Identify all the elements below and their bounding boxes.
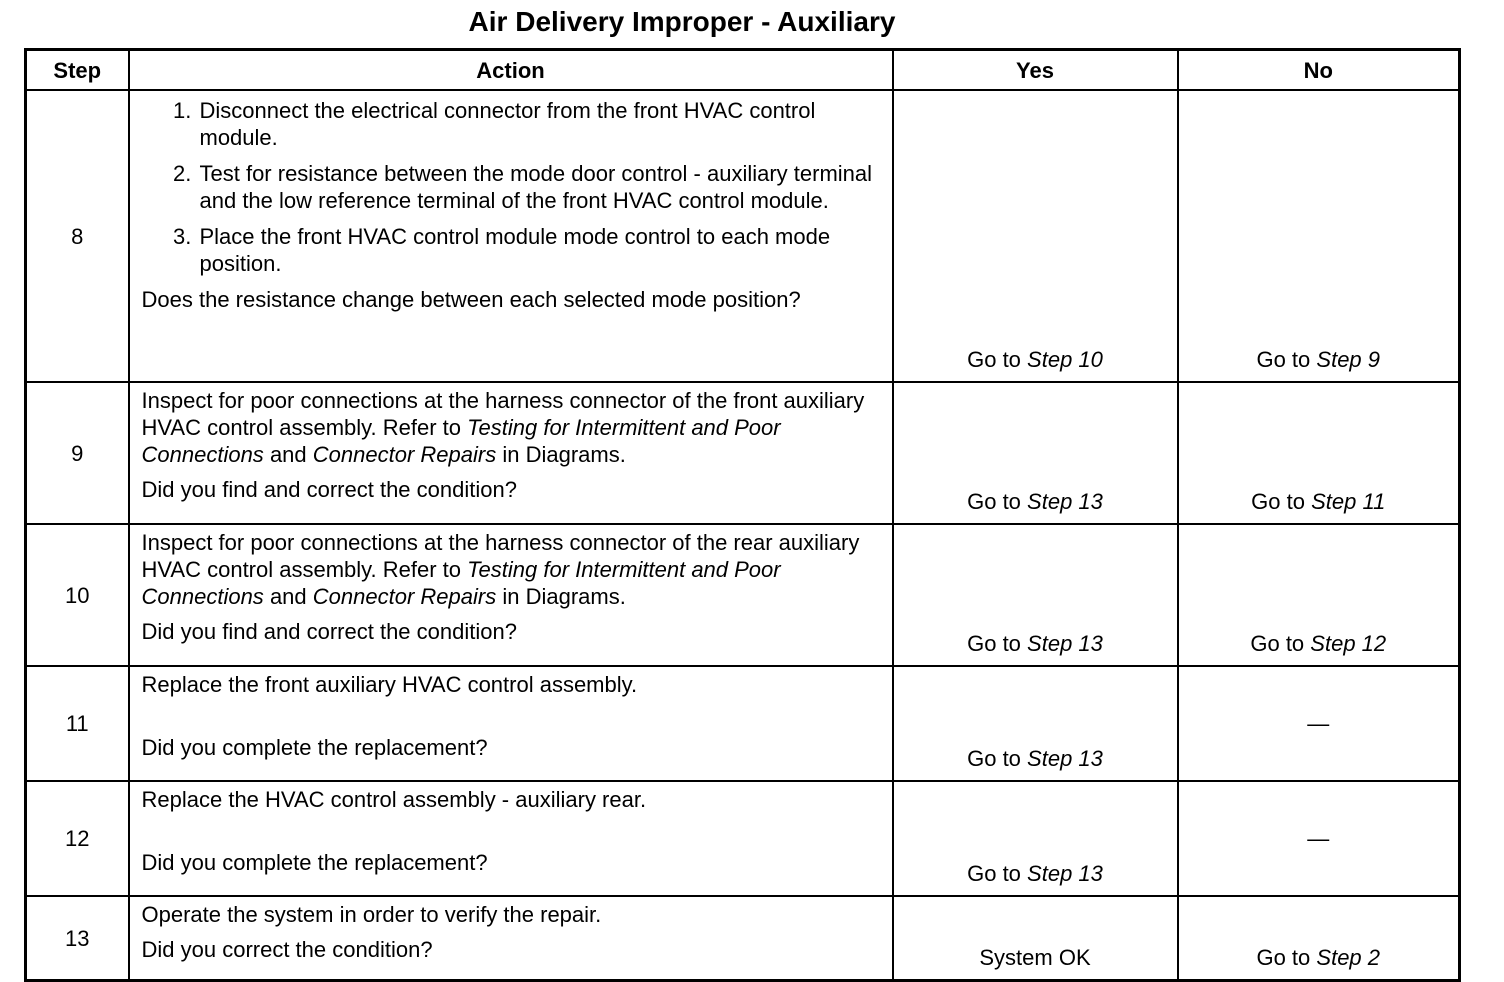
page-title: Air Delivery Improper - Auxiliary [468,6,896,37]
yes-cell [893,666,1178,781]
goto-label: Go to [1256,347,1311,372]
action-cell [129,666,893,781]
action-text: Replace the HVAC control assembly - auxiliary rear. [141,787,647,812]
action-question: Did you complete the replacement? [141,735,488,760]
goto-label: Go to [1251,489,1305,514]
goto-step-link[interactable]: Step 12 [1310,631,1387,656]
yes-cell [893,524,1178,666]
goto-step-link[interactable]: Step 9 [1316,347,1381,372]
action-text-tail: in Diagrams. [502,584,626,609]
list-item: 1. Disconnect the electrical connector from the front HVAC control module. [198,97,882,151]
goto-step-link[interactable]: Step 13 [1027,489,1103,514]
reference-link[interactable]: Connector Repairs [312,442,497,467]
no-cell [1178,666,1460,781]
action-text-lead: Inspect for poor connections at the harness connector of the front auxiliary HVAC control assembly. Refer to [141,388,865,440]
table-row [26,90,1460,382]
system-ok-label: System OK [979,945,1091,970]
no-cell [1178,90,1460,382]
goto-label: Go to [1256,945,1311,970]
goto-step-link[interactable]: Step 11 [1311,489,1386,514]
goto-step-link[interactable]: Step 13 [1027,861,1103,886]
diagnostic-table [24,48,1461,982]
goto-label: Go to [967,746,1021,771]
action-text-lead: Inspect for poor connections at the harness connector of the rear auxiliary HVAC control assembly. Refer to [141,530,860,582]
action-question: Did you find and correct the condition? [141,619,517,644]
goto-step-link[interactable]: Step 10 [1027,347,1103,372]
no-cell [1178,896,1460,981]
action-text-tail: in Diagrams. [502,442,626,467]
step-number: 11 [26,666,129,781]
action-question: Did you correct the condition? [141,937,433,962]
action-cell [129,382,893,524]
reference-link[interactable]: Testing for Intermittent and Poor Connections [141,415,781,467]
goto-label: Go to [1250,631,1305,656]
goto-label: Go to [967,861,1021,886]
table-row [26,781,1460,896]
action-question: Did you complete the replacement? [141,850,488,875]
goto-label: Go to [967,631,1021,656]
action-text [142,529,882,610]
action-list [142,97,882,277]
header-yes: Yes [893,50,1178,91]
table-header-row [26,50,1460,91]
step-number: 10 [26,524,129,666]
empty-dash: — [1307,826,1330,851]
action-text: Replace the front auxiliary HVAC control assembly. [141,672,638,697]
action-question: Does the resistance change between each selected mode position? [141,287,801,312]
goto-label: Go to [967,489,1021,514]
reference-link[interactable]: Testing for Intermittent and Poor Connections [141,557,781,609]
yes-cell [893,781,1178,896]
action-cell [129,781,893,896]
action-cell [129,896,893,981]
step-number: 12 [26,781,129,896]
reference-link[interactable]: Connector Repairs [312,584,497,609]
yes-cell [893,896,1178,981]
no-cell [1178,524,1460,666]
action-cell [129,524,893,666]
no-cell [1178,382,1460,524]
step-number: 9 [26,382,129,524]
step-number: 8 [26,90,129,382]
list-item: 2. Test for resistance between the mode door control - auxiliary terminal and the low reference terminal of the front HVAC control module. [198,160,882,214]
action-cell [129,90,893,382]
no-cell [1178,781,1460,896]
goto-label: Go to [967,347,1021,372]
action-text [142,387,882,468]
conjunction: and [269,442,307,467]
yes-cell [893,90,1178,382]
step-number: 13 [26,896,129,981]
conjunction: and [269,584,307,609]
goto-step-link[interactable]: Step 2 [1316,945,1381,970]
header-no: No [1178,50,1460,91]
list-item: 3. Place the front HVAC control module mode control to each mode position. [198,223,882,277]
header-step: Step [26,50,129,91]
table-row [26,382,1460,524]
action-question: Did you find and correct the condition? [141,477,517,502]
goto-step-link[interactable]: Step 13 [1027,631,1103,656]
table-row [26,896,1460,981]
header-action: Action [129,50,893,91]
table-row [26,524,1460,666]
empty-dash: — [1307,711,1330,736]
goto-step-link[interactable]: Step 13 [1027,746,1103,771]
table-row [26,666,1460,781]
yes-cell [893,382,1178,524]
action-text: Operate the system in order to verify the repair. [141,902,602,927]
